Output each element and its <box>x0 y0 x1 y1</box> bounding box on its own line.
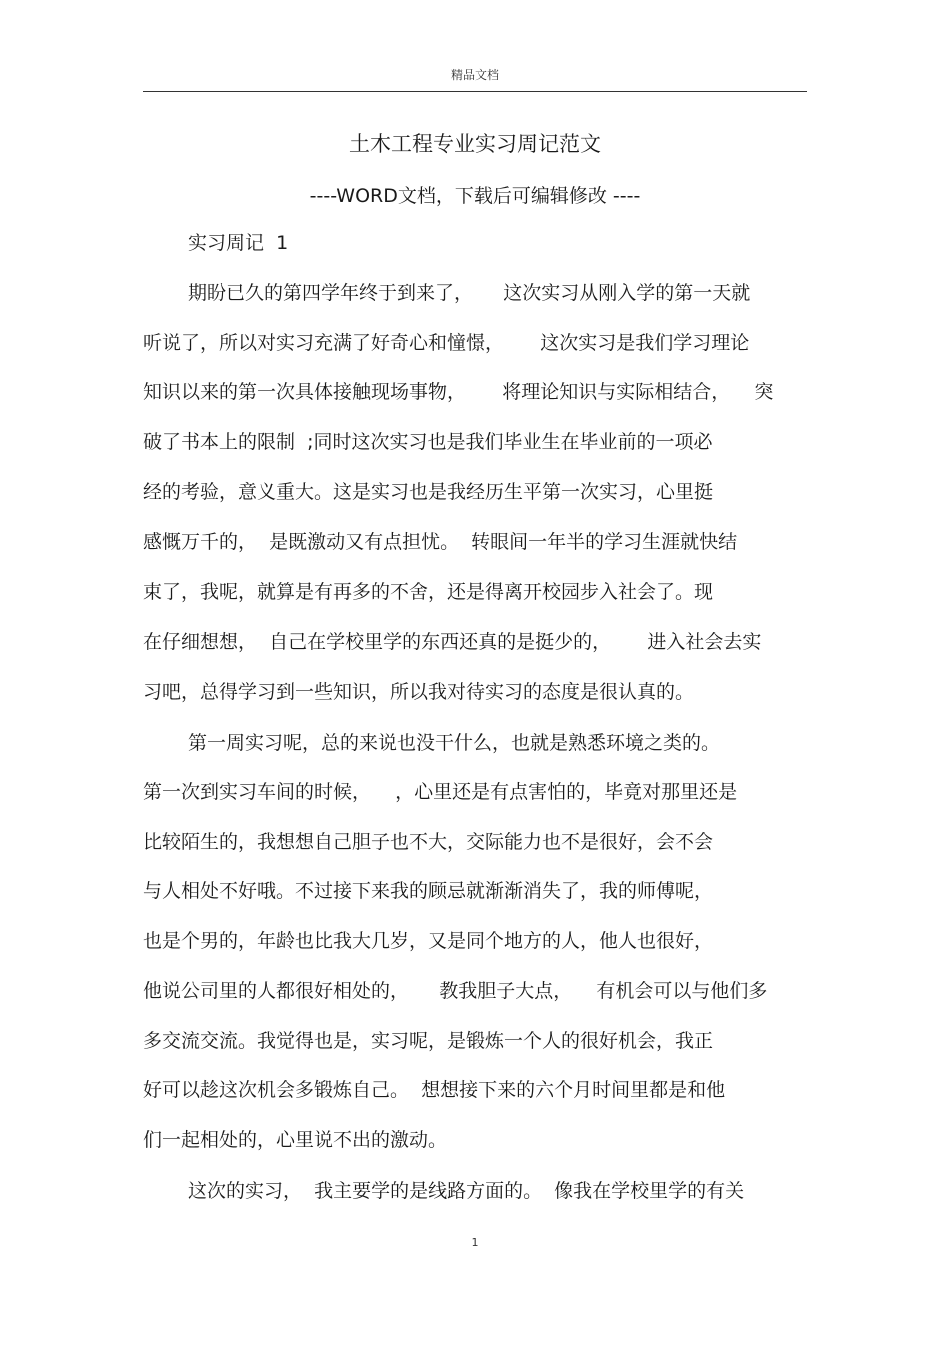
paragraph-line: 也是个男的，年龄也比我大几岁，又是同个地方的人，他人也很好， <box>143 930 714 952</box>
paragraph-line: 感慨万千的， 是既激动又有点担忧。 转眼间一年半的学习生涯就快结 <box>143 531 738 553</box>
paragraph-line: 们一起相处的，心里说不出的激动。 <box>143 1129 448 1151</box>
paragraph-line: 与人相处不好哦。不过接下来我的顾忌就渐渐消失了，我的师傅呢， <box>143 880 714 902</box>
document-title: 土木工程专业实习周记范文 <box>349 132 601 156</box>
paragraph-line: 破了书本上的限制 ;同时这次实习也是我们毕业生在毕业前的一项必 <box>143 431 713 453</box>
paragraph-line: 习吧，总得学习到一些知识，所以我对待实习的态度是很认真的。 <box>143 681 695 703</box>
page-header: 精品文档 <box>450 68 499 82</box>
paragraph-line: 他说公司里的人都很好相处的， 教我胆子大点， 有机会可以与他们多 <box>143 980 768 1002</box>
page-number: 1 <box>471 1236 479 1249</box>
paragraph-line: 在仔细想想， 自己在学校里学的东西还真的是挺少的， 进入社会去实 <box>143 631 762 653</box>
paragraph-line: 期盼已久的第四学年终于到来了， 这次实习从刚入学的第一天就 <box>188 282 751 304</box>
paragraph-line: 经的考验，意义重大。这是实习也是我经历生平第一次实习，心里挺 <box>143 481 714 503</box>
paragraph-line: 第一次到实习车间的时候， ，心里还是有点害怕的，毕竟对那里还是 <box>143 781 738 803</box>
section-heading: 实习周记 1 <box>188 232 289 254</box>
paragraph-line: 知识以来的第一次具体接触现场事物， 将理论知识与实际相结合， 突 <box>143 381 774 403</box>
paragraph-line: 这次的实习， 我主要学的是线路方面的。 像我在学校里学的有关 <box>188 1180 745 1202</box>
paragraph-line: 第一周实习呢，总的来说也没干什么，也就是熟悉环境之类的。 <box>188 732 721 754</box>
header-divider <box>143 91 807 92</box>
paragraph-line: 好可以趁这次机会多锻炼自己。 想想接下来的六个月时间里都是和他 <box>143 1079 726 1101</box>
document-subtitle: ----WORD文档，下载后可编辑修改 ---- <box>309 185 641 207</box>
paragraph-line: 多交流交流。我觉得也是，实习呢，是锻炼一个人的很好机会，我正 <box>143 1030 714 1052</box>
paragraph-line: 比较陌生的，我想想自己胆子也不大，交际能力也不是很好，会不会 <box>143 831 714 853</box>
paragraph-line: 听说了，所以对实习充满了好奇心和憧憬， 这次实习是我们学习理论 <box>143 332 750 354</box>
paragraph-line: 束了，我呢，就算是有再多的不舍，还是得离开校园步入社会了。现 <box>143 581 714 603</box>
